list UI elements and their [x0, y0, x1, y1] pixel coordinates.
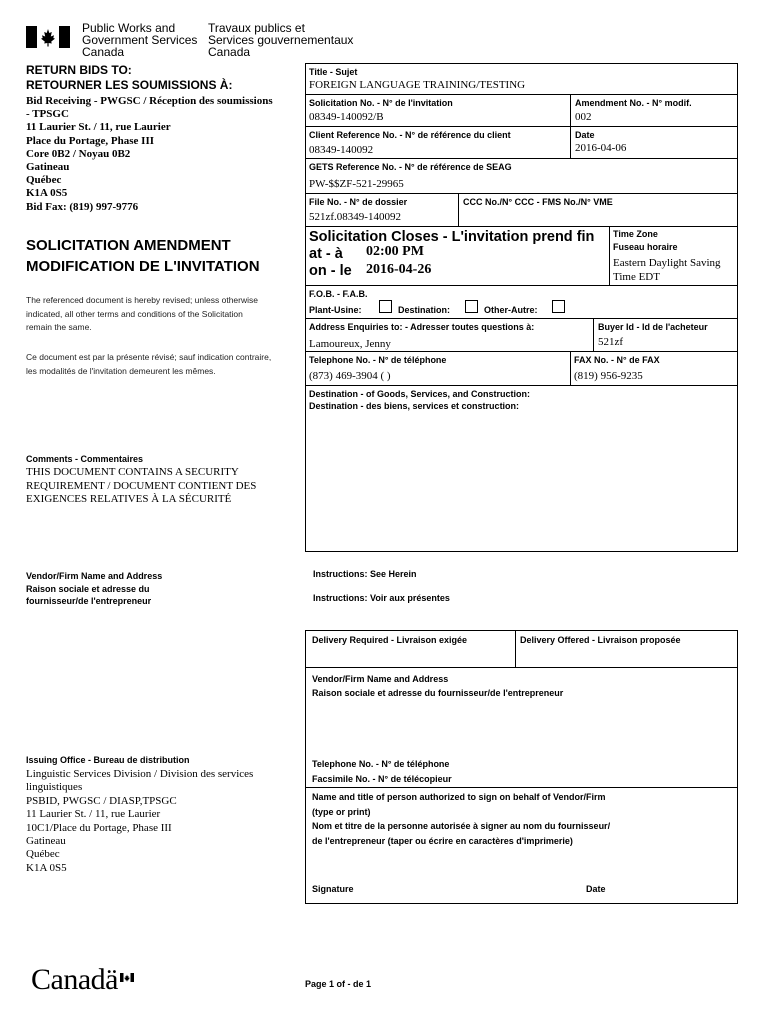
vendor-firm-right-label: Vendor/Firm Name and Address Raison sociale et adresse du fournisseur/de l'entrepreneur	[312, 674, 564, 698]
title-label: Title - Sujet	[309, 67, 358, 77]
buyer-id-value: 521zf	[598, 336, 624, 348]
fax-value: (819) 956-9235	[574, 370, 643, 382]
return-bids-title: RETURN BIDS TO: RETOURNER LES SOUMISSIONS À:	[26, 63, 233, 92]
on-label: on - le	[309, 263, 352, 279]
amendment-note-en: The referenced document is hereby revised; unless otherwise indicated, all other terms and conditions of the Solicitation remain the same.	[26, 295, 258, 332]
signature-label: Signature	[312, 884, 354, 894]
amendment-no-label: Amendment No. - N° modif.	[575, 98, 692, 108]
ccc-no-label: CCC No./N° CCC - FMS No./N° VME	[463, 197, 613, 207]
department-name-fr: Travaux publics et Services gouvernementaux Canada	[208, 21, 354, 59]
comments-label: Comments - Commentaires	[26, 454, 144, 464]
vendor-facsimile-label: Facsimile No. - N° de télécopieur	[312, 774, 452, 784]
page-number: Page 1 of - de 1	[305, 979, 372, 989]
title-value: FOREIGN LANGUAGE TRAINING/TESTING	[309, 79, 526, 91]
solicitation-no-value: 08349-140092/B	[309, 111, 384, 123]
plant-usine-label: Plant-Usine:	[309, 305, 362, 315]
close-date-value: 2016-04-26	[366, 262, 432, 277]
time-zone-label: Time Zone Fuseau horaire	[613, 229, 678, 252]
address-enquiries-label: Address Enquiries to: - Adresser toutes questions à:	[309, 322, 535, 332]
telephone-label: Telephone No. - N° de téléphone	[309, 355, 447, 365]
destination-checkbox[interactable]	[465, 300, 478, 313]
delivery-offered-label[interactable]: Delivery Offered - Livraison proposée	[520, 635, 681, 645]
delivery-required-label[interactable]: Delivery Required - Livraison exigée	[312, 635, 468, 645]
gets-ref-value: PW-$$ZF-521-29965	[309, 178, 404, 190]
vendor-firm-left-label: Vendor/Firm Name and Address Raison sociale et adresse du fournisseur/de l'entrepreneur	[26, 571, 163, 606]
comments-text: THIS DOCUMENT CONTAINS A SECURITY REQUIREMENT / DOCUMENT CONTIENT DES EXIGENCES RELATIVES À LA SÉCURITÉ	[26, 466, 257, 505]
address-enquiries-value: Lamoureux, Jenny	[309, 338, 391, 350]
buyer-id-label: Buyer Id - Id de l'acheteur	[598, 322, 708, 332]
issuing-office-address: Linguistic Services Division / Division des services linguistiques PSBID, PWGSC / DIASP,TPSGC 11 Laurier St. / 11, rue Laurier 10C1/Place du Portage, Phase III Gatineau Québec K1A 0S5	[26, 768, 254, 874]
signature-date-label: Date	[586, 884, 606, 894]
file-no-value: 521zf.08349-140092	[309, 211, 401, 223]
fob-label: F.O.B. - F.A.B.	[309, 289, 368, 299]
amendment-title: SOLICITATION AMENDMENT MODIFICATION DE L'INVITATION	[26, 237, 260, 275]
solicitation-closes-label: Solicitation Closes - L'invitation prend fin	[309, 229, 595, 245]
instructions-fr: Instructions: Voir aux présentes	[313, 593, 450, 603]
authorized-person-label: Name and title of person authorized to sign on behalf of Vendor/Firm (type or print) Nom et titre de la personne autorisée à signer au nom du fournisseur/ de l'entrepreneur (taper ou écrire en caractères d'imprimerie)	[312, 792, 611, 846]
plant-usine-checkbox[interactable]	[379, 300, 392, 313]
solicitation-no-label: Solicitation No. - N° de l'invitation	[309, 98, 453, 108]
fax-label: FAX No. - N° de FAX	[574, 355, 660, 365]
client-ref-value: 08349-140092	[309, 144, 374, 156]
other-autre-label: Other-Autre:	[484, 305, 538, 315]
file-no-label: File No. - N° de dossier	[309, 197, 408, 207]
amendment-no-value: 002	[575, 111, 592, 123]
instructions-en: Instructions: See Herein	[313, 569, 417, 579]
issuing-office-label: Issuing Office - Bureau de distribution	[26, 755, 190, 765]
vendor-telephone-label: Telephone No. - N° de téléphone	[312, 759, 450, 769]
telephone-value: (873) 469-3904 ( )	[309, 370, 391, 382]
at-label: at - à	[309, 246, 343, 262]
return-bids-address: Bid Receiving - PWGSC / Réception des soumissions - TPSGC 11 Laurier St. / 11, rue Laurier Place du Portage, Phase III Core 0B2 / Noyau 0B2 Gatineau Québec K1A 0S5 Bid Fax: (819) 997-9776	[26, 95, 273, 213]
gets-ref-label: GETS Reference No. - N° de référence de SEAG	[309, 162, 512, 172]
client-ref-label: Client Reference No. - N° de référence du client	[309, 130, 511, 140]
canada-wordmark: Canadä	[31, 963, 118, 996]
time-zone-value: Eastern Daylight Saving Time EDT	[613, 257, 721, 283]
close-time-value: 02:00 PM	[366, 244, 424, 259]
date-value: 2016-04-06	[575, 142, 627, 154]
destination-fob-label: Destination:	[398, 305, 451, 315]
canada-flag-icon	[26, 26, 70, 48]
amendment-note-fr: Ce document est par la présente révisé; sauf indication contraire, les modalités de l'invitation demeurent les mêmes.	[26, 352, 272, 376]
wordmark-flag-icon	[120, 969, 134, 978]
other-autre-checkbox[interactable]	[552, 300, 565, 313]
destination-goods-label: Destination - of Goods, Services, and Construction: Destination - des biens, services et construction:	[309, 389, 531, 411]
date-label: Date	[575, 130, 595, 140]
department-name-en: Public Works and Government Services Canada	[82, 21, 198, 59]
